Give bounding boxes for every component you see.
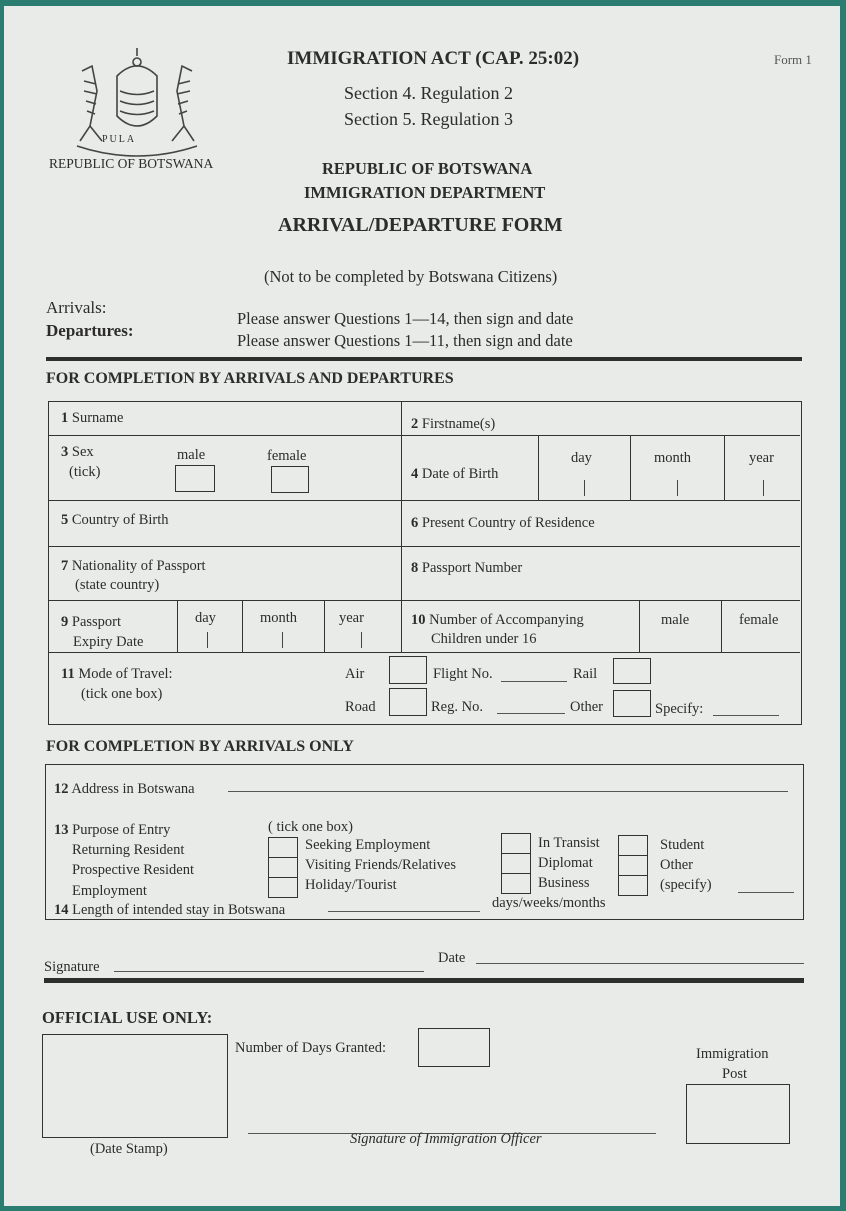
expiry-month-label: month — [260, 610, 298, 626]
diplomat-label: Diplomat — [538, 855, 593, 871]
expiry-day-label: day — [195, 610, 216, 626]
firstname-label: 2 Firstname(s) — [411, 416, 496, 432]
prospective-resident-label: Prospective Resident — [72, 862, 195, 878]
purpose-label: 13 Purpose of Entry — [54, 822, 171, 838]
male-label: male — [177, 447, 206, 463]
section2-table — [45, 764, 804, 920]
seeking-employment-checkbox[interactable] — [501, 833, 531, 854]
sex-male-checkbox[interactable] — [175, 465, 215, 492]
date-field[interactable] — [476, 963, 804, 964]
surname-label: 1 Surname — [61, 410, 124, 426]
tick-one-box-note: ( tick one box) — [268, 819, 353, 835]
signature-field[interactable] — [114, 971, 424, 972]
flight-no-label: Flight No. — [433, 666, 493, 682]
section-arrivals-departures: FOR COMPLETION BY ARRIVALS AND DEPARTURES — [46, 370, 454, 387]
employment-label: Employment — [72, 883, 147, 899]
length-of-stay-label: 14 Length of intended stay in Botswana — [54, 902, 286, 918]
passport-expiry-label-2: Expiry Date — [73, 634, 144, 650]
departures-instruction: Please answer Questions 1—11, then sign and date — [237, 331, 573, 350]
children-male-label: male — [661, 612, 690, 628]
road-checkbox[interactable] — [389, 688, 427, 716]
section-5: Section 5. Regulation 3 — [344, 109, 513, 129]
returning-resident-checkbox[interactable] — [268, 837, 298, 858]
employment-checkbox[interactable] — [268, 877, 298, 898]
student-label: Student — [660, 837, 705, 853]
specify-field[interactable] — [713, 715, 779, 716]
children-female-label: female — [739, 612, 779, 628]
dob-year-label: year — [749, 450, 774, 466]
other-label: Other — [570, 699, 604, 715]
diplomat-checkbox[interactable] — [618, 855, 648, 876]
address-label: 12 Address in Botswana — [54, 781, 195, 797]
form-sheet — [4, 6, 840, 1206]
date-stamp-label: (Date Stamp) — [90, 1141, 168, 1157]
sex-female-checkbox[interactable] — [271, 466, 309, 493]
section-arrivals-only: FOR COMPLETION BY ARRIVALS ONLY — [46, 738, 354, 755]
days-granted-box[interactable] — [418, 1028, 490, 1067]
republic-label: REPUBLIC OF BOTSWANA — [49, 156, 214, 171]
signature-label: Signature — [44, 959, 100, 975]
immigration-post-box[interactable] — [686, 1084, 790, 1144]
dob-day-label: day — [571, 450, 592, 466]
other-checkbox[interactable] — [613, 690, 651, 717]
sex-label: 3 Sex — [61, 444, 94, 460]
visiting-friends-label: Visiting Friends/Relatives — [305, 857, 456, 873]
passport-number-label: 8 Passport Number — [411, 560, 523, 576]
reg-no-field[interactable] — [497, 713, 565, 714]
departures-label: Departures: — [46, 321, 134, 340]
travel-mode-note: (tick one box) — [81, 686, 163, 702]
form-title: ARRIVAL/DEPARTURE FORM — [278, 214, 563, 236]
children-label-2: Children under 16 — [431, 631, 537, 647]
divider-2 — [44, 978, 804, 983]
immigration-post-label: Immigration — [696, 1046, 769, 1062]
specify-purpose-label: (specify) — [660, 877, 712, 893]
female-label: female — [267, 448, 307, 464]
holiday-tourist-label: Holiday/Tourist — [305, 877, 397, 893]
nationality-label: 7 Nationality of Passport — [61, 558, 206, 574]
officer-signature-label: Signature of Immigration Officer — [350, 1131, 542, 1147]
road-label: Road — [345, 699, 376, 715]
dob-label: 4 Date of Birth — [411, 466, 499, 482]
in-transit-label: In Transist — [538, 835, 600, 851]
visiting-friends-checkbox[interactable] — [501, 853, 531, 874]
rail-label: Rail — [573, 666, 598, 682]
section1-table — [48, 401, 802, 725]
residence-label: 6 Present Country of Residence — [411, 515, 595, 531]
dob-month-label: month — [654, 450, 692, 466]
official-use-heading: OFFICIAL USE ONLY: — [42, 1008, 213, 1027]
air-label: Air — [345, 666, 365, 682]
act-title: IMMIGRATION ACT (CAP. 25:02) — [287, 48, 580, 69]
expiry-year-label: year — [339, 610, 364, 626]
stay-units-label: days/weeks/months — [492, 895, 606, 911]
date-label: Date — [438, 950, 466, 966]
seeking-employment-label: Seeking Employment — [305, 837, 431, 853]
other-purpose-label: Other — [660, 857, 694, 873]
rail-checkbox[interactable] — [613, 658, 651, 684]
arrivals-instruction: Please answer Questions 1—14, then sign and date — [237, 309, 574, 328]
length-of-stay-field[interactable] — [328, 911, 480, 912]
flight-no-field[interactable] — [501, 681, 567, 682]
sex-tick-note: (tick) — [69, 464, 101, 480]
date-stamp-box[interactable] — [42, 1034, 228, 1138]
specify-label: Specify: — [655, 701, 704, 717]
section-4: Section 4. Regulation 2 — [344, 83, 513, 103]
specify-purpose-field[interactable] — [738, 892, 794, 893]
citizens-note: (Not to be completed by Botswana Citizens) — [264, 267, 558, 286]
reg-no-label: Reg. No. — [431, 699, 483, 715]
in-transit-checkbox[interactable] — [618, 835, 648, 856]
address-field[interactable] — [228, 791, 788, 792]
business-label: Business — [538, 875, 590, 891]
immigration-post-label-2: Post — [722, 1066, 747, 1082]
holiday-tourist-checkbox[interactable] — [501, 873, 531, 894]
arrivals-label: Arrivals: — [46, 298, 107, 317]
travel-mode-label: 11 Mode of Travel: — [61, 666, 173, 682]
returning-resident-label: Returning Resident — [72, 842, 185, 858]
arms-motto: PULA — [102, 134, 137, 145]
country-of-birth-label: 5 Country of Birth — [61, 512, 169, 528]
children-label: 10 Number of Accompanying — [411, 612, 584, 628]
business-checkbox[interactable] — [618, 875, 648, 896]
form-number: Form 1 — [774, 52, 812, 67]
prospective-resident-checkbox[interactable] — [268, 857, 298, 878]
department-title: IMMIGRATION DEPARTMENT — [304, 183, 546, 202]
republic-title: REPUBLIC OF BOTSWANA — [322, 159, 533, 178]
days-granted-label: Number of Days Granted: — [235, 1040, 386, 1056]
coat-of-arms-icon — [62, 46, 212, 166]
passport-expiry-label: 9 Passport — [61, 614, 122, 630]
air-checkbox[interactable] — [389, 656, 427, 684]
nationality-note: (state country) — [75, 577, 160, 593]
divider — [46, 357, 802, 361]
